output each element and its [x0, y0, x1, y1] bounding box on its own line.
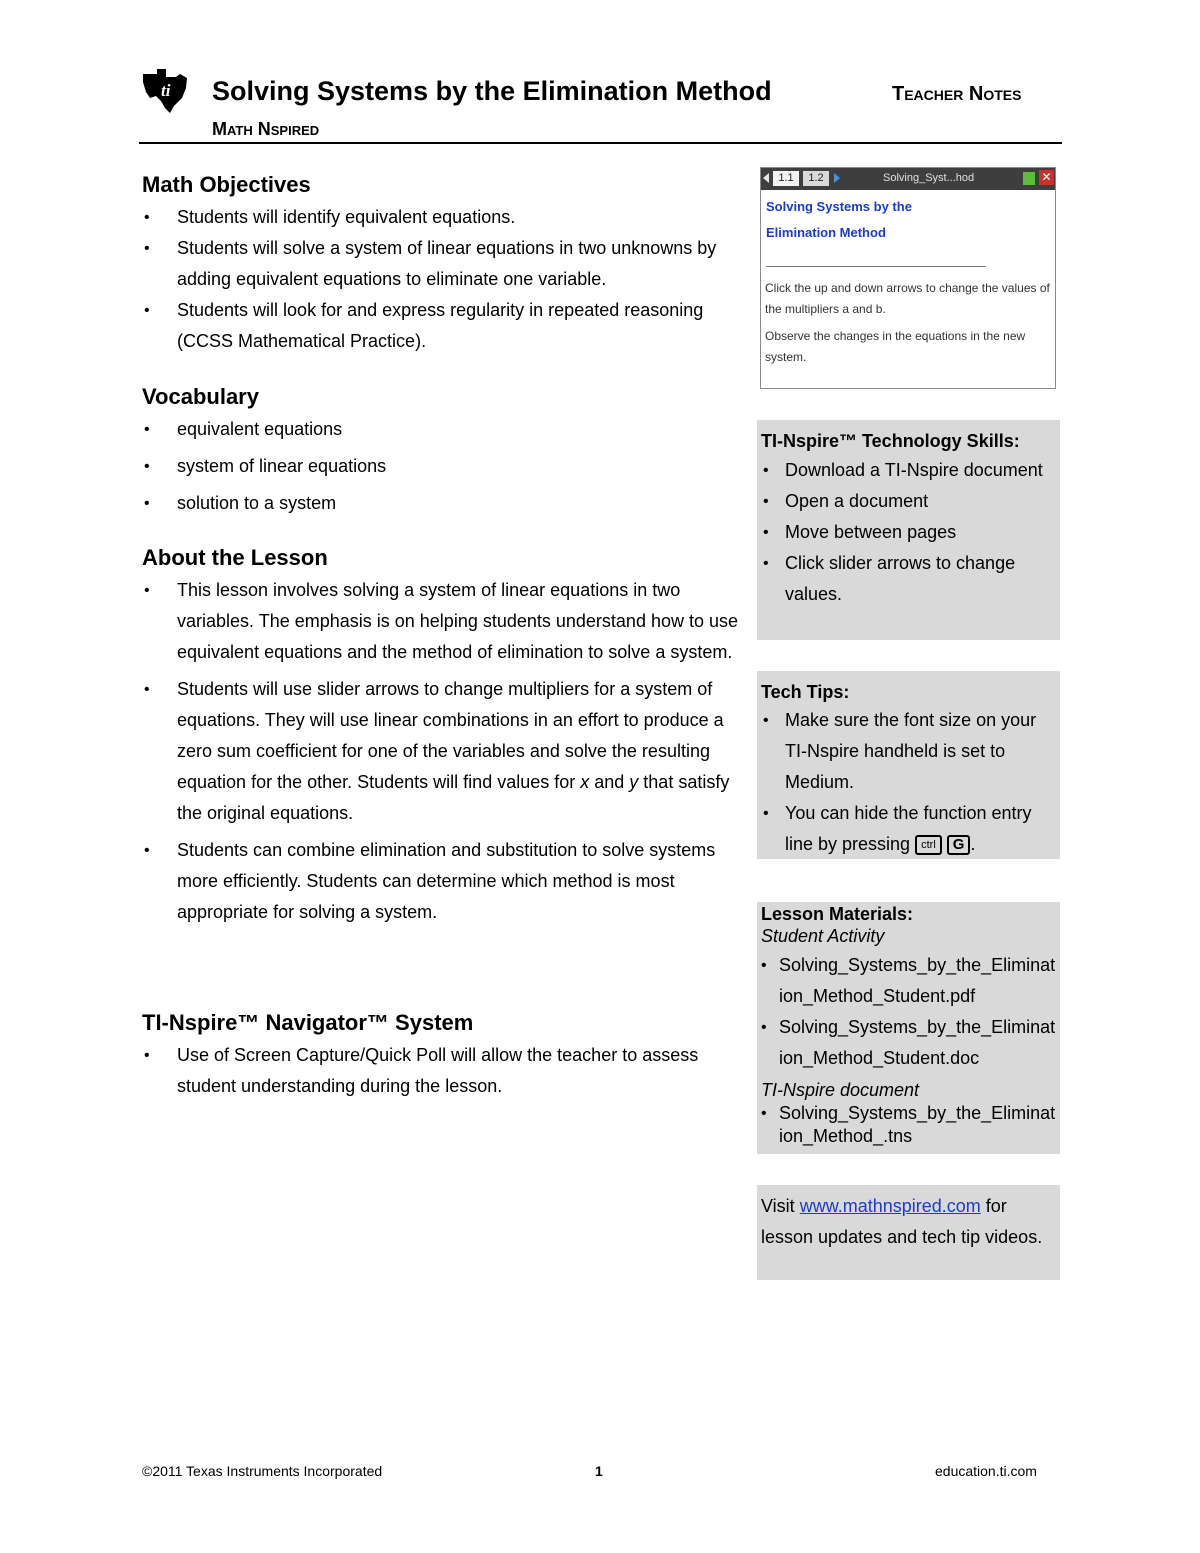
list-item: • solution to a system	[142, 485, 742, 522]
file-item: • Solving_Systems_by_the_Elimination_Method_.tns	[761, 1102, 1056, 1148]
technology-skills-heading: TI-Nspire™ Technology Skills:	[761, 431, 1020, 451]
page-tab-2: 1.2	[803, 171, 829, 186]
prev-page-icon	[763, 173, 769, 183]
visit-prefix: Visit	[761, 1196, 795, 1216]
about-text-c: that satisfy the original equations.	[177, 772, 730, 823]
calculator-toolbar	[761, 168, 1055, 190]
list-item: • system of linear equations	[142, 448, 742, 485]
page-number: 1	[595, 1463, 603, 1479]
footer-copyright: ©2011 Texas Instruments Incorporated	[142, 1463, 383, 1479]
about-heading: About the Lesson	[142, 545, 328, 570]
list-item	[761, 798, 1056, 860]
series-label: Math Nspired	[212, 119, 320, 139]
file-item: • Solving_Systems_by_the_Elimination_Method_Student.doc	[761, 1012, 1056, 1074]
technology-skills-list	[761, 455, 1056, 610]
file-name: Solving_Syst...hod	[883, 172, 975, 184]
calculator-divider	[766, 266, 986, 267]
list-item: • Students will solve a system of linear equations in two unknowns by adding equivalent equations to eliminate one variable.	[142, 233, 742, 295]
teacher-notes-label: Teacher Notes	[892, 83, 1022, 105]
objectives-list	[142, 202, 742, 357]
vocabulary-list	[142, 411, 742, 522]
file-item: • Solving_Systems_by_the_Elimination_Method_Student.pdf	[761, 950, 1056, 1012]
technology-skills-box	[757, 420, 1060, 640]
mathnspired-link[interactable]: www.mathnspired.com	[799, 1196, 981, 1216]
nspire-document-files	[761, 1102, 1056, 1148]
calculator-title-line-2: Elimination Method	[766, 225, 886, 240]
list-item: • Use of Screen Capture/Quick Poll will allow the teacher to assess student understanding during the lesson.	[142, 1040, 702, 1102]
objectives-heading: Math Objectives	[142, 172, 311, 197]
header-divider	[139, 142, 1062, 144]
variable-y: y	[629, 772, 639, 792]
list-item: • equivalent equations	[142, 411, 742, 448]
list-item: • Students will identify equivalent equations.	[142, 202, 742, 233]
list-item: • Students can combine elimination and substitution to solve systems more efficiently. Students can determine which method is most appropriate for solving a system.	[142, 835, 744, 928]
calculator-instruction-2: Observe the changes in the equations in the new system.	[765, 329, 1026, 364]
close-icon: ✕	[1039, 170, 1054, 185]
about-list	[142, 575, 744, 934]
list-item: • Make sure the font size on your TI-Nspire handheld is set to Medium.	[761, 705, 1056, 798]
tip-text: You can hide the function entry line by pressing	[785, 803, 1032, 854]
vocabulary-heading: Vocabulary	[142, 384, 259, 409]
list-item	[142, 674, 744, 829]
g-key-icon: G	[947, 835, 971, 855]
student-activity-label: Student Activity	[761, 926, 885, 946]
battery-icon	[1023, 172, 1035, 185]
list-item: • Click slider arrows to change values.	[761, 548, 1056, 610]
variable-x: x	[580, 772, 590, 792]
navigator-list	[142, 1040, 702, 1102]
about-text-a: Students will use slider arrows to change multipliers for a system of equations. They will use linear combinations in an effort to produce a zero sum coefficient for one of the variables and solve the resulting equation for the other. Students will find values for	[177, 679, 724, 792]
next-page-icon	[834, 173, 840, 183]
ctrl-key-icon: ctrl	[915, 835, 942, 855]
texas-instruments-logo	[140, 68, 190, 114]
document-title: Solving Systems by the Elimination Method	[212, 76, 772, 106]
tech-tips-box	[757, 671, 1060, 859]
list-item: • This lesson involves solving a system of linear equations in two variables. The emphasis is on helping students understand how to use equivalent equations and the method of elimination to solve a system.	[142, 575, 744, 668]
tech-tips-list	[761, 705, 1056, 860]
visit-box	[757, 1185, 1060, 1280]
footer-site: education.ti.com	[935, 1463, 1037, 1479]
visit-text	[761, 1191, 1056, 1253]
lesson-materials-heading: Lesson Materials:	[761, 904, 914, 924]
tip-text-end: .	[970, 834, 976, 854]
visit-suffix: for lesson updates and tech tip videos.	[761, 1196, 1043, 1247]
list-item: • Download a TI-Nspire document	[761, 455, 1056, 486]
list-item: • Open a document	[761, 486, 1056, 517]
tech-tips-heading: Tech Tips:	[761, 682, 850, 702]
student-activity-files	[761, 950, 1056, 1074]
nspire-document-label: TI-Nspire document	[761, 1080, 920, 1100]
list-item: • Move between pages	[761, 517, 1056, 548]
svg-text:ti: ti	[161, 81, 171, 100]
navigator-heading: TI-Nspire™ Navigator™ System	[142, 1010, 474, 1035]
lesson-materials-box	[757, 902, 1060, 1154]
page-tab-1: 1.1	[773, 171, 799, 186]
calculator-screenshot	[760, 167, 1056, 389]
list-item: • Students will look for and express regularity in repeated reasoning (CCSS Mathematical Practice).	[142, 295, 742, 357]
about-text-b: and	[589, 772, 630, 792]
calculator-instruction-1: Click the up and down arrows to change the values of the multipliers a and b.	[765, 281, 1050, 316]
calculator-title-line-1: Solving Systems by the	[766, 199, 912, 214]
